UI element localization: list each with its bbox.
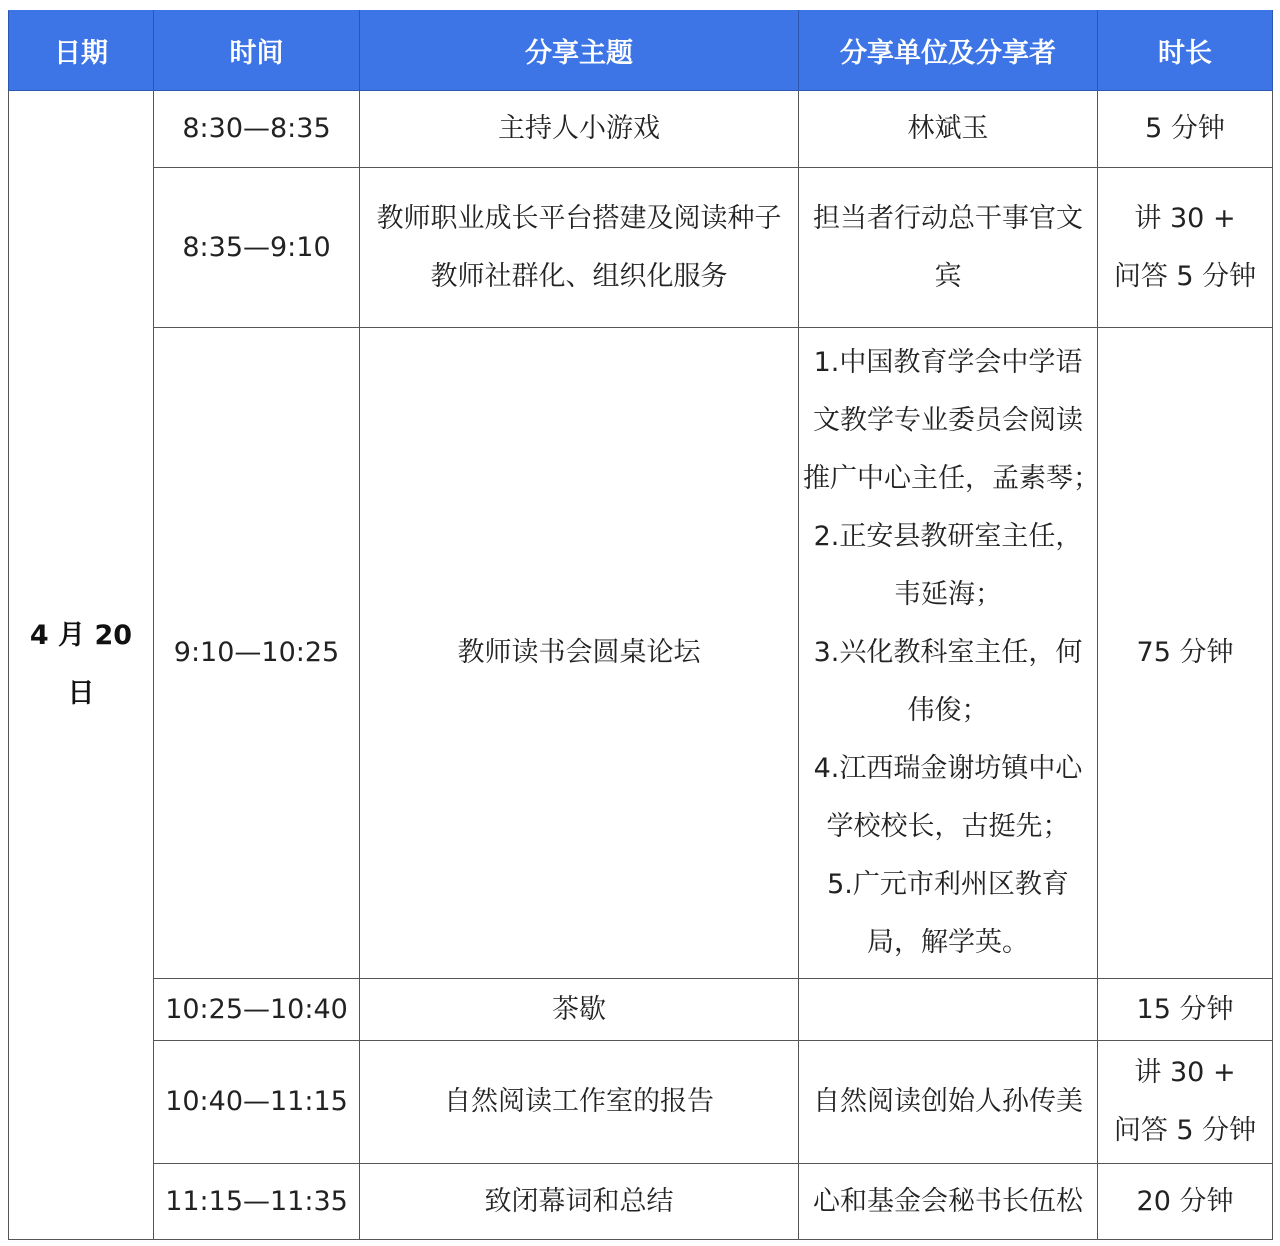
table-row bbox=[9, 1041, 1273, 1164]
speaker-line: 林斌玉 bbox=[907, 113, 989, 144]
header-duration: 时长 bbox=[1098, 11, 1273, 91]
time-cell: 11:15—11:35 bbox=[154, 1164, 360, 1240]
header-row bbox=[9, 11, 1273, 91]
speaker-line: 担当者行动总干事官文 bbox=[813, 202, 1083, 234]
header-time: 时间 bbox=[154, 11, 360, 91]
speaker-cell bbox=[799, 168, 1098, 328]
speaker-line: 4.江西瑞金谢坊镇中心 bbox=[813, 753, 1083, 784]
duration-cell bbox=[1098, 168, 1273, 328]
duration-cell bbox=[1098, 91, 1273, 168]
time-cell: 8:30—8:35 bbox=[154, 91, 360, 168]
duration-line: 问答 5 分钟 bbox=[1113, 260, 1257, 292]
speaker-line: 1.中国教育学会中学语 bbox=[813, 347, 1083, 378]
topic-cell bbox=[360, 979, 799, 1041]
speaker-line: 2.正安县教研室主任， bbox=[813, 521, 1083, 552]
duration-cell bbox=[1098, 979, 1273, 1041]
header-topic: 分享主题 bbox=[360, 11, 799, 91]
topic-line: 茶歇 bbox=[552, 993, 606, 1025]
speaker-cell bbox=[799, 328, 1098, 979]
duration-line: 15 分钟 bbox=[1136, 993, 1234, 1025]
speaker-line: 文教学专业委员会阅读 bbox=[813, 405, 1083, 436]
topic-line: 教师读书会圆桌论坛 bbox=[457, 637, 701, 668]
topic-line: 自然阅读工作室的报告 bbox=[444, 1086, 714, 1117]
speaker-line: 伟俊； bbox=[907, 695, 989, 726]
time-cell: 10:25—10:40 bbox=[154, 979, 360, 1041]
topic-line: 主持人小游戏 bbox=[498, 113, 660, 144]
speaker-line: 5.广元市利州区教育 bbox=[827, 869, 1069, 900]
duration-line: 5 分钟 bbox=[1145, 113, 1225, 144]
table-row bbox=[9, 91, 1273, 168]
header-date: 日期 bbox=[9, 11, 154, 91]
topic-cell bbox=[360, 1164, 799, 1240]
speaker-line: 韦延海； bbox=[894, 579, 1002, 610]
topic-line: 教师社群化、组织化服务 bbox=[430, 260, 728, 292]
duration-line: 75 分钟 bbox=[1136, 637, 1234, 668]
header-speaker: 分享单位及分享者 bbox=[799, 11, 1098, 91]
time-cell: 8:35—9:10 bbox=[154, 168, 360, 328]
topic-line: 教师职业成长平台搭建及阅读种子 bbox=[376, 202, 782, 234]
duration-line: 讲 30 + bbox=[1134, 1057, 1236, 1088]
speaker-cell bbox=[799, 1041, 1098, 1164]
table-row bbox=[9, 979, 1273, 1041]
speaker-line: 局，解学英。 bbox=[867, 927, 1029, 958]
topic-line: 致闭幕词和总结 bbox=[484, 1185, 674, 1217]
duration-cell bbox=[1098, 328, 1273, 979]
topic-cell bbox=[360, 328, 799, 979]
duration-line: 讲 30 + bbox=[1134, 202, 1236, 234]
topic-cell bbox=[360, 1041, 799, 1164]
duration-cell bbox=[1098, 1164, 1273, 1240]
schedule-table-wrapper bbox=[8, 10, 1273, 1240]
speaker-line: 推广中心主任，孟素琴； bbox=[803, 463, 1100, 494]
table-row bbox=[9, 328, 1273, 979]
speaker-line: 心和基金会秘书长伍松 bbox=[813, 1185, 1083, 1217]
speaker-line: 自然阅读创始人孙传美 bbox=[813, 1086, 1083, 1117]
speaker-line: 3.兴化教科室主任，何 bbox=[813, 637, 1083, 668]
speaker-cell bbox=[799, 91, 1098, 168]
table-row bbox=[9, 168, 1273, 328]
table-row bbox=[9, 1164, 1273, 1240]
time-cell: 10:40—11:15 bbox=[154, 1041, 360, 1164]
topic-cell bbox=[360, 168, 799, 328]
duration-line: 问答 5 分钟 bbox=[1113, 1115, 1257, 1146]
speaker-cell bbox=[799, 1164, 1098, 1240]
duration-line: 20 分钟 bbox=[1136, 1185, 1234, 1217]
schedule-table bbox=[8, 10, 1273, 1240]
time-cell: 9:10—10:25 bbox=[154, 328, 360, 979]
duration-cell bbox=[1098, 1041, 1273, 1164]
speaker-line: 学校校长，古挺先； bbox=[826, 811, 1070, 842]
speaker-line: 宾 bbox=[934, 260, 962, 292]
speaker-cell bbox=[799, 979, 1098, 1041]
date-cell: 4 月 20 日 bbox=[9, 91, 154, 1240]
topic-cell bbox=[360, 91, 799, 168]
